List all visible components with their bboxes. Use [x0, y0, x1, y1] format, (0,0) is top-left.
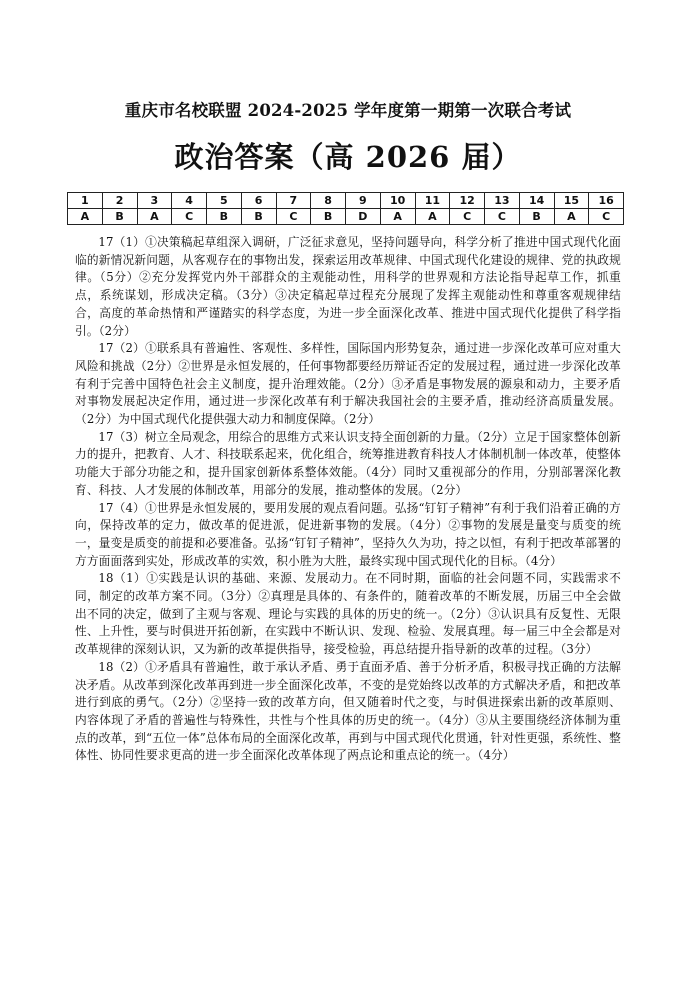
answer-cell: D [346, 209, 381, 225]
answer-18-2: 18（2）①矛盾具有普遍性，敢于承认矛盾、勇于直面矛盾、善于分析矛盾，积极寻找正确的方法解决矛盾。从改革到深化改革再到进一步全面深化改革，不变的是党始终以改革的方式解决矛盾，和把改革进行到底的勇气。（2分）②坚持一致的改革方向，但又随着时代之变，与时俱进探索出新的改革原则、内容体现了矛盾的普遍性与特殊性，共性与个性具体的历史的统一。（4分）③从主要围绕经济体制为重点的改革，到“五位一体”总体布局的全面深化改革，再到与中国式现代化贯通，针对性更强，系统性、整体性、协同性要求更高的进一步全面深化改革体现了两点论和重点论的统一。（4分） [75, 659, 621, 763]
question-number: 10 [380, 193, 415, 209]
question-number: 8 [311, 193, 346, 209]
answer-cell: B [102, 209, 137, 225]
answer-cell: A [554, 209, 589, 225]
answer-key-title: 政治答案（高 2026 届） [174, 140, 522, 174]
answer-cell: C [485, 209, 520, 225]
answer-row [68, 209, 624, 225]
answer-18-1: 18（1）①实践是认识的基础、来源、发展动力。在不同时期，面临的社会问题不同，实践需求不同，制定的改革方案不同。（3分）②真理是具体的、有条件的，随着改革的不断发展，历届三中全会做出不同的决定，做到了主观与客观、理论与实践的具体的历史的统一。（2分）③认识具有反复性、无限性、上升性，要与时俱进开拓创新，在实践中不断认识、发现、检验、发展真理。每一届三中全会都是对改革规律的深刻认识，又为新的改革提供指导，接受检验，再总结提升指导新的改革的过程。（3分） [75, 571, 621, 657]
exam-title: 重庆市名校联盟 2024-2025 学年度第一期第一次联合考试 [124, 101, 572, 120]
header [0, 97, 696, 176]
question-number: 12 [450, 193, 485, 209]
answer-cell: A [380, 209, 415, 225]
question-number-row [68, 193, 624, 209]
question-number: 1 [68, 193, 103, 209]
answer-17-1: 17（1）①决策稿起草组深入调研，广泛征求意见，坚持问题导向，科学分析了推进中国式现代化面临的新情况新问题，从客观存在的事物出发，探索运用改革规律、中国式现代化建设的规律、党的执政规律。（5分）②充分发挥党内外干部群众的主观能动性，用科学的世界观和方法论指导起草工作，抓重点，系统谋划，形成决定稿。（3分）③决定稿起草过程充分展现了发挥主观能动性和尊重客观规律结合，高度的革命热情和严谨踏实的科学态度，为进一步全面深化改革、推进中国式现代化提供了科学指引。（2分） [75, 235, 621, 338]
question-number: 6 [241, 193, 276, 209]
question-number: 3 [137, 193, 172, 209]
question-number: 15 [554, 193, 589, 209]
question-number: 7 [276, 193, 311, 209]
answer-cell: C [589, 209, 624, 225]
answer-table [67, 192, 624, 225]
answer-17-4: 17（4）①世界是永恒发展的，要用发展的观点看问题。弘扬“钉钉子精神”有利于我们沿着正确的方向，保持改革的定力，做改革的促进派，促进新事物的发展。（4分）②事物的发展是量变与质变的统一，量变是质变的前提和必要准备。弘扬“钉钉子精神”，坚持久久为功，持之以恒，有利于把改革部署的方方面面落到实处，形成改革的实效，积小胜为大胜，最终实现中国式现代化的目标。（4分） [75, 500, 621, 568]
answer-cell: C [276, 209, 311, 225]
answer-cell: B [241, 209, 276, 225]
question-number: 14 [519, 193, 554, 209]
answer-17-3: 17（3）树立全局观念，用综合的思维方式来认识支持全面创新的力量。（2分）立足于国家整体创新力的提升，把教育、人才、科技联系起来，优化组合，统筹推进教育科技人才体制机制一体改革，使整体功能大于部分功能之和，提升国家创新体系整体效能。（4分）同时又重视部分的作用，分别部署深化教育、科技、人才发展的体制改革，用部分的发展，推动整体的发展。（2分） [75, 429, 621, 497]
question-number: 13 [485, 193, 520, 209]
question-number: 2 [102, 193, 137, 209]
answer-cell: C [450, 209, 485, 225]
answer-cell: A [68, 209, 103, 225]
question-number: 4 [172, 193, 207, 209]
question-number: 5 [207, 193, 242, 209]
answer-cell: B [207, 209, 242, 225]
answer-17-2: 17（2）①联系具有普遍性、客观性、多样性，国际国内形势复杂，通过进一步深化改革可应对重大风险和挑战（2分）②世界是永恒发展的，任何事物都要经历辩证否定的发展过程，通过进一步深化改革有利于完善中国特色社会主义制度，提升治理效能。（2分）③矛盾是事物发展的源泉和动力，主要矛盾对事物发展起决定作用，通过进一步深化改革有利于解决我国社会的主要矛盾，推动经济高质量发展。（2分）为中国式现代化提供强大动力和制度保障。（2分） [75, 341, 621, 427]
answer-cell: B [519, 209, 554, 225]
question-number: 11 [415, 193, 450, 209]
question-number: 16 [589, 193, 624, 209]
answer-cell: A [415, 209, 450, 225]
answer-body [75, 234, 621, 765]
answer-cell: B [311, 209, 346, 225]
answer-cell: C [172, 209, 207, 225]
question-number: 9 [346, 193, 381, 209]
answer-cell: A [137, 209, 172, 225]
